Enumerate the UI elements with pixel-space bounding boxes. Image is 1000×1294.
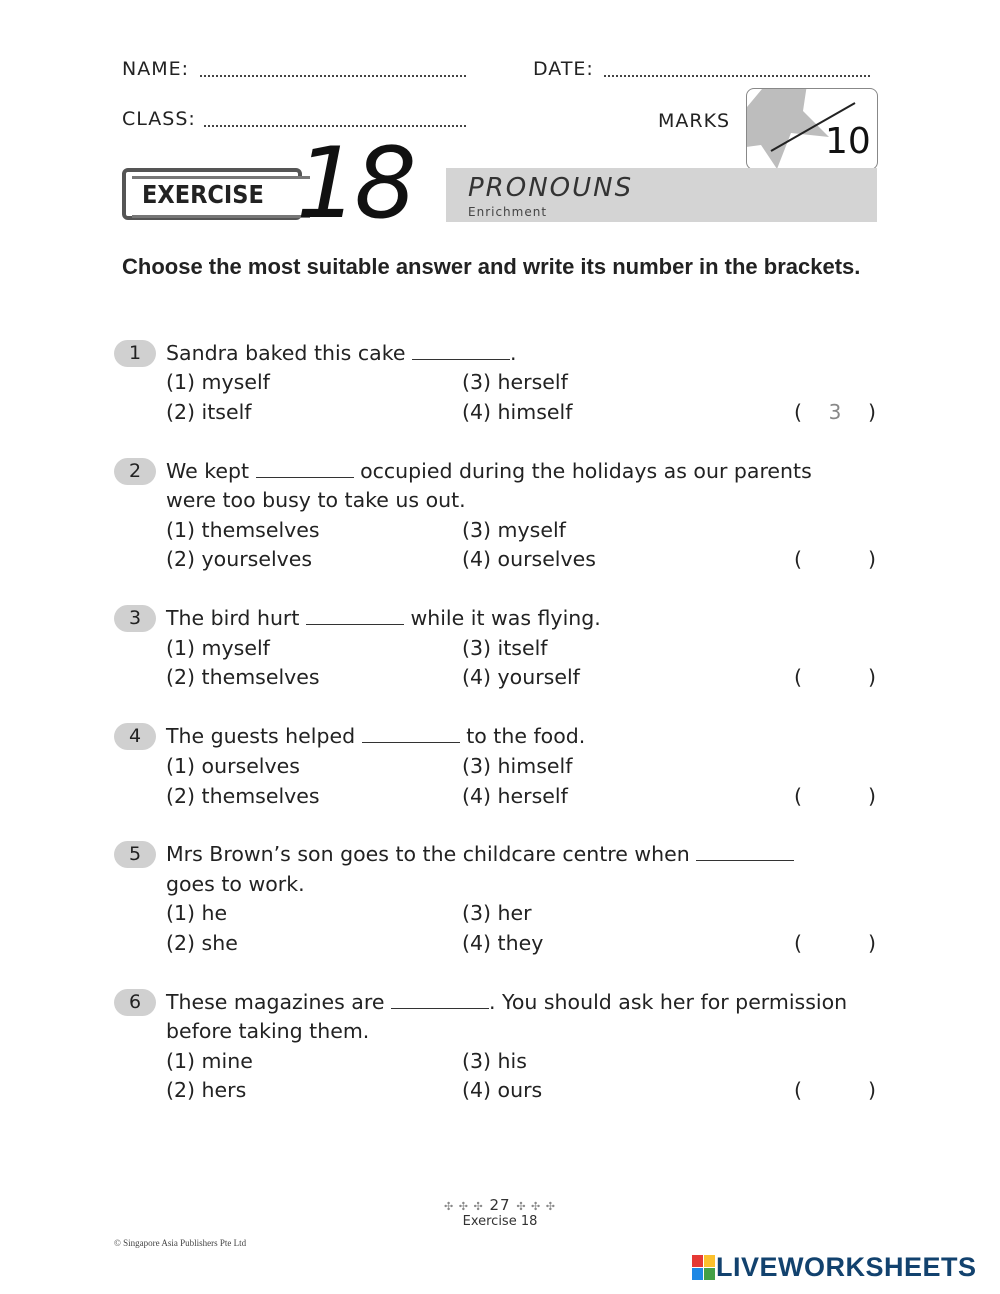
stem-text: Mrs Brown’s son goes to the childcare centre when bbox=[166, 842, 690, 866]
marks-box[interactable] bbox=[746, 88, 878, 170]
exercise-number: 18 bbox=[296, 127, 413, 241]
bracket-close: ) bbox=[868, 1078, 876, 1102]
option-4: (4) himself bbox=[462, 400, 573, 424]
bracket-close: ) bbox=[868, 547, 876, 571]
stem-text: Sandra baked this cake bbox=[166, 341, 406, 365]
option-4: (4) herself bbox=[462, 784, 568, 808]
option-1: (1) themselves bbox=[166, 518, 320, 542]
question-stem-line2: goes to work. bbox=[166, 872, 305, 896]
option-2: (2) themselves bbox=[166, 784, 320, 808]
question-stem bbox=[166, 988, 880, 1017]
option-1: (1) he bbox=[166, 901, 228, 925]
footer-exercise-ref: Exercise 18 bbox=[462, 1214, 538, 1229]
question-number: 5 bbox=[114, 841, 156, 868]
bracket-open: ( bbox=[794, 547, 802, 571]
answer-blank bbox=[391, 990, 489, 1009]
option-3: (3) myself bbox=[462, 518, 566, 542]
class-label: CLASS: bbox=[122, 108, 196, 130]
question-stem-line2: were too busy to take us out. bbox=[166, 488, 466, 512]
question-stem bbox=[166, 604, 880, 633]
question-stem bbox=[166, 457, 880, 486]
answer-blank bbox=[256, 459, 354, 478]
stem-text: These magazines are bbox=[166, 990, 385, 1014]
date-label: DATE: bbox=[533, 58, 594, 80]
stem-text: The bird hurt bbox=[166, 606, 300, 630]
question-number: 4 bbox=[114, 723, 156, 750]
option-2: (2) she bbox=[166, 931, 238, 955]
brand-text: LIVEWORKSHEETS bbox=[716, 1252, 977, 1282]
answer-blank bbox=[696, 842, 794, 861]
answer-blank bbox=[362, 724, 460, 743]
liveworksheets-blocks-icon bbox=[692, 1255, 716, 1281]
option-1: (1) myself bbox=[166, 636, 270, 660]
question-stem bbox=[166, 722, 880, 751]
answer-bracket[interactable] bbox=[794, 782, 876, 811]
bracket-open: ( bbox=[794, 665, 802, 689]
answer-input[interactable]: 3 bbox=[828, 400, 842, 424]
ornament-right-icon: ✣ ✣ ✣ bbox=[516, 1200, 556, 1213]
marks-total: 10 bbox=[825, 121, 871, 162]
ornament-left-icon: ✣ ✣ ✣ bbox=[444, 1200, 484, 1213]
name-field[interactable] bbox=[200, 75, 466, 77]
answer-bracket[interactable] bbox=[794, 663, 876, 692]
page-number bbox=[0, 1196, 1000, 1214]
stem-text: . bbox=[510, 341, 517, 365]
option-2: (2) hers bbox=[166, 1078, 247, 1102]
option-2: (2) itself bbox=[166, 400, 252, 424]
option-1: (1) mine bbox=[166, 1049, 253, 1073]
option-3: (3) his bbox=[462, 1049, 527, 1073]
option-2: (2) themselves bbox=[166, 665, 320, 689]
question-number: 3 bbox=[114, 605, 156, 632]
stem-text: while it was flying. bbox=[410, 606, 601, 630]
option-3: (3) himself bbox=[462, 754, 573, 778]
answer-blank bbox=[412, 341, 510, 360]
option-4: (4) they bbox=[462, 931, 544, 955]
answer-bracket[interactable] bbox=[794, 929, 876, 958]
exercise-label: EXERCISE bbox=[142, 180, 264, 209]
answer-bracket[interactable] bbox=[794, 1076, 876, 1105]
question-stem bbox=[166, 339, 880, 368]
page-number-text: 27 bbox=[489, 1196, 511, 1214]
option-4: (4) ours bbox=[462, 1078, 543, 1102]
name-label: NAME: bbox=[122, 58, 190, 80]
copyright: © Singapore Asia Publishers Pte Ltd bbox=[114, 1238, 247, 1248]
instruction: Choose the most suitable answer and write its number in the brackets. bbox=[122, 254, 861, 279]
answer-bracket[interactable] bbox=[794, 545, 876, 574]
question-stem bbox=[166, 840, 880, 869]
bracket-open: ( bbox=[794, 784, 802, 808]
bracket-open: ( bbox=[794, 400, 802, 424]
option-4: (4) ourselves bbox=[462, 547, 596, 571]
liveworksheets-logo[interactable] bbox=[692, 1252, 977, 1283]
question-number: 1 bbox=[114, 340, 156, 367]
question-stem-line2: before taking them. bbox=[166, 1019, 370, 1043]
answer-bracket[interactable] bbox=[794, 398, 876, 427]
stem-text: to the food. bbox=[466, 724, 586, 748]
bracket-open: ( bbox=[794, 931, 802, 955]
option-4: (4) yourself bbox=[462, 665, 580, 689]
option-3: (3) her bbox=[462, 901, 532, 925]
stem-text: . You should ask her for permission bbox=[488, 990, 848, 1014]
question-number: 6 bbox=[114, 989, 156, 1016]
bracket-close: ) bbox=[867, 400, 876, 424]
option-1: (1) ourselves bbox=[166, 754, 300, 778]
option-2: (2) yourselves bbox=[166, 547, 313, 571]
option-1: (1) myself bbox=[166, 370, 270, 394]
bracket-close: ) bbox=[868, 784, 876, 808]
question-number: 2 bbox=[114, 458, 156, 485]
bracket-open: ( bbox=[794, 1078, 802, 1102]
option-3: (3) itself bbox=[462, 636, 548, 660]
marks-label: MARKS bbox=[658, 110, 731, 132]
exercise-title: PRONOUNS bbox=[468, 173, 634, 203]
stem-text: The guests helped bbox=[166, 724, 356, 748]
stem-text: occupied during the holidays as our parents bbox=[360, 459, 812, 483]
option-3: (3) herself bbox=[462, 370, 568, 394]
exercise-subtitle: Enrichment bbox=[468, 205, 548, 219]
bracket-close: ) bbox=[868, 665, 876, 689]
answer-blank bbox=[306, 606, 404, 625]
bracket-close: ) bbox=[868, 931, 876, 955]
date-field[interactable] bbox=[604, 75, 870, 77]
stem-text: We kept bbox=[166, 459, 250, 483]
